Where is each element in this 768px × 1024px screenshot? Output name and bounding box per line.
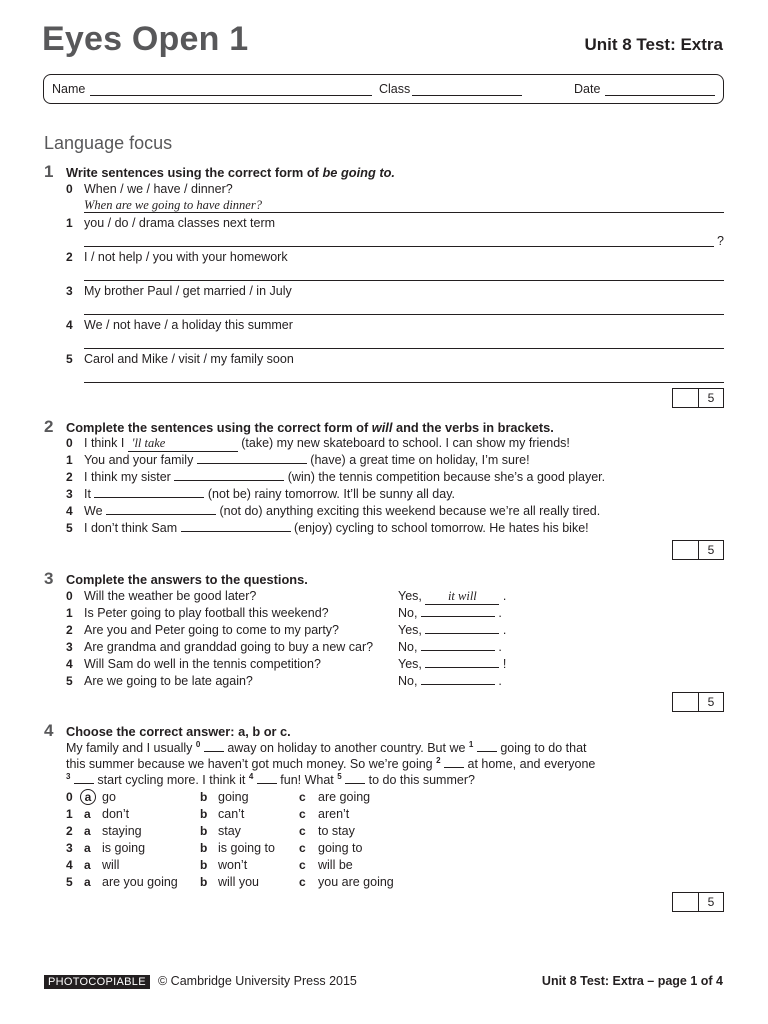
q3-item-reply: [398, 589, 506, 605]
q3-item-number: 4: [66, 657, 73, 671]
q2-item-gap[interactable]: 'll take: [128, 436, 238, 452]
q1-item-number: 4: [66, 318, 73, 332]
q3-item-number: 1: [66, 606, 73, 620]
q4-option-letter[interactable]: b: [200, 858, 208, 872]
q3-item-gap[interactable]: it will: [425, 589, 499, 605]
q3-item-reply-word: No,: [398, 606, 418, 620]
q3-item-number: 3: [66, 640, 73, 654]
q1-item-prompt: I / not help / you with your homework: [84, 250, 288, 264]
q2-item-number: 1: [66, 453, 73, 467]
q4-option-letter[interactable]: b: [200, 807, 208, 821]
q3-score-box: [672, 692, 724, 712]
q1-score-max: 5: [707, 391, 715, 405]
q2-item-pre: It: [84, 487, 95, 501]
page-indicator: Unit 8 Test: Extra – page 1 of 4: [541, 974, 723, 988]
q4-option-c[interactable]: to stay: [318, 824, 355, 838]
name-field[interactable]: [90, 95, 372, 96]
q3-item-reply: [398, 640, 502, 654]
q4-option-a[interactable]: will: [102, 858, 120, 872]
q2-item-number: 2: [66, 470, 73, 484]
q4-option-letter[interactable]: b: [200, 790, 208, 804]
q1-answer-line[interactable]: [84, 246, 714, 247]
q3-item-question: Are we going to be late again?: [84, 674, 253, 688]
q4-option-number: 3: [66, 841, 73, 855]
q2-score-box: [672, 540, 724, 560]
q3-number: 3: [44, 569, 54, 588]
q4-score-box: [672, 892, 724, 912]
q2-item-number: 3: [66, 487, 73, 501]
q4-option-letter[interactable]: a: [84, 824, 91, 838]
q4-gap-2: [444, 758, 464, 768]
q2-item-post: (not do) anything exciting this weekend because we’re all really tired.: [216, 504, 601, 518]
q3-item-question: Will Sam do well in the tennis competition?: [84, 657, 321, 671]
q3-item-gap[interactable]: [425, 667, 499, 668]
q3-item-reply-word: Yes,: [398, 657, 422, 671]
q4-option-letter[interactable]: a: [84, 841, 91, 855]
q2-item-post: (enjoy) cycling to school tomorrow. He hates his bike!: [290, 521, 589, 535]
q3-item-end: .: [498, 606, 502, 620]
q3-item-reply: [398, 623, 506, 637]
q3-item-end: .: [502, 623, 507, 637]
q2-item-sentence: [84, 504, 600, 518]
q4-gap-5: [345, 774, 365, 784]
q3-item-reply: [398, 674, 502, 688]
q4-option-letter[interactable]: c: [299, 875, 306, 889]
q1-answer-line[interactable]: [84, 348, 724, 349]
q4-option-letter[interactable]: a: [84, 858, 91, 872]
q4-option-letter[interactable]: c: [299, 841, 306, 855]
q2-item-gap[interactable]: [197, 463, 307, 464]
q1-answer-line[interactable]: [84, 382, 724, 383]
q1-score-input[interactable]: [673, 389, 699, 407]
q4-instruction: Choose the correct answer: a, b or c.: [66, 724, 291, 739]
q4-option-a[interactable]: staying: [102, 824, 142, 838]
q4-option-b[interactable]: will you: [218, 875, 259, 889]
q1-item-prompt: My brother Paul / get married / in July: [84, 284, 292, 298]
q3-item-question: Are you and Peter going to come to my party?: [84, 623, 339, 637]
q3-item-number: 5: [66, 674, 73, 688]
q1-answer-line[interactable]: [84, 280, 724, 281]
q3-item-gap[interactable]: [421, 684, 495, 685]
q2-instruction: Complete the sentences using the correct form of will and the verbs in brackets.: [66, 420, 554, 435]
q4-option-number: 5: [66, 875, 73, 889]
q3-item-number: 0: [66, 589, 73, 603]
student-info-box: [43, 74, 724, 104]
q3-item-number: 2: [66, 623, 73, 637]
q4-score-max: 5: [707, 895, 715, 909]
q1-item-prompt: We / not have / a holiday this summer: [84, 318, 293, 332]
q2-item-post: (not be) rainy tomorrow. It’ll be sunny all day.: [204, 487, 455, 501]
q2-score-input[interactable]: [673, 541, 699, 559]
q4-option-letter[interactable]: c: [299, 807, 306, 821]
q1-answer-line[interactable]: [84, 314, 724, 315]
q3-instruction: Complete the answers to the questions.: [66, 572, 308, 587]
q2-score-max: 5: [707, 543, 715, 557]
photocopiable-badge: PHOTOCOPIABLE: [44, 975, 150, 989]
q4-text-line-3: $^3$ start cycling more. I think it $^4$ fun! What $^5$ to do this summer?: [66, 771, 475, 787]
q2-item-sentence: [84, 487, 455, 501]
q4-option-c[interactable]: going to: [318, 841, 363, 855]
q3-score-input[interactable]: [673, 693, 699, 711]
q1-instruction: Write sentences using the correct form of be going to.: [66, 165, 395, 180]
q2-item-sentence: [84, 521, 589, 535]
q4-option-number: 1: [66, 807, 73, 821]
q4-option-c[interactable]: are going: [318, 790, 371, 804]
q1-item-answer[interactable]: When are we going to have dinner?: [84, 198, 262, 212]
q3-item-end: .: [502, 589, 507, 603]
q4-option-letter[interactable]: c: [299, 790, 306, 804]
q4-option-c[interactable]: will be: [318, 858, 353, 872]
q3-item-reply-word: Yes,: [398, 623, 422, 637]
q4-option-letter-circled[interactable]: [80, 789, 96, 805]
name-label: Name: [52, 82, 86, 96]
q4-option-b[interactable]: can’t: [218, 807, 245, 821]
section-title: Language focus: [44, 133, 173, 153]
q3-item-gap[interactable]: [425, 633, 499, 634]
q1-item-prompt: Carol and Mike / visit / my family soon: [84, 352, 294, 366]
q4-option-c[interactable]: you are going: [318, 875, 394, 889]
q3-item-question: Will the weather be good later?: [84, 589, 257, 603]
q4-option-letter[interactable]: b: [200, 875, 208, 889]
q1-item-number: 2: [66, 250, 73, 264]
q4-option-number: 0: [66, 790, 73, 804]
q2-item-number: 4: [66, 504, 73, 518]
q4-option-letter[interactable]: a: [84, 807, 91, 821]
q2-item-number: 0: [66, 436, 73, 450]
q1-item-number: 5: [66, 352, 73, 366]
selected-answer-circle: a: [80, 789, 96, 805]
q3-item-end: .: [498, 674, 502, 688]
q4-option-letter[interactable]: b: [200, 824, 208, 838]
q1-item-number: 0: [66, 182, 73, 196]
q4-option-c[interactable]: aren’t: [318, 807, 350, 821]
q2-item-gap[interactable]: [94, 497, 204, 498]
q3-item-reply-word: Yes,: [398, 589, 422, 603]
class-field[interactable]: [412, 95, 522, 96]
q4-option-b[interactable]: going: [218, 790, 249, 804]
q3-item-reply-word: No,: [398, 640, 418, 654]
unit-title: Unit 8 Test: Extra: [584, 35, 723, 54]
q4-text-line-1: My family and I usually $^0$ away on holiday to another country. But we $^1$ going to do that: [66, 739, 587, 755]
q2-item-post: (win) the tennis competition because she’s a good player.: [284, 470, 606, 484]
q3-item-end: !: [502, 657, 507, 671]
q2-item-sentence: [84, 453, 530, 467]
q4-option-a[interactable]: is going: [102, 841, 146, 855]
q4-option-a[interactable]: are you going: [102, 875, 178, 889]
brand-title: Eyes Open 1: [42, 20, 249, 58]
q4-gap-3: [74, 774, 94, 784]
q2-item-sentence: [84, 436, 570, 452]
q1-item-number: 3: [66, 284, 73, 298]
q4-score-input[interactable]: [673, 893, 699, 911]
q2-item-gap[interactable]: [181, 531, 291, 532]
q4-option-letter[interactable]: c: [299, 858, 306, 872]
q1-item-end-mark: ?: [717, 234, 724, 248]
q3-item-reply-word: No,: [398, 674, 418, 688]
q4-text-line-2: this summer because we haven’t got much money. So we’re going $^2$ at home, and everyone: [66, 755, 596, 771]
q4-option-b[interactable]: stay: [218, 824, 241, 838]
q4-option-a[interactable]: don’t: [102, 807, 130, 821]
q2-item-gap[interactable]: [106, 514, 216, 515]
q4-option-letter[interactable]: b: [200, 841, 208, 855]
copyright: © Cambridge University Press 2015: [158, 974, 357, 988]
q4-number: 4: [44, 721, 54, 740]
q2-item-pre: I don’t think Sam: [84, 521, 181, 535]
q4-option-letter[interactable]: a: [84, 875, 91, 889]
date-field[interactable]: [605, 95, 715, 96]
q2-item-pre: We: [84, 504, 106, 518]
date-label: Date: [574, 82, 601, 96]
q2-item-pre: I think my sister: [84, 470, 175, 484]
q1-item-prompt: When / we / have / dinner?: [84, 182, 233, 196]
q4-option-number: 2: [66, 824, 73, 838]
q4-option-letter[interactable]: c: [299, 824, 306, 838]
q2-item-pre: I think I: [84, 436, 128, 450]
q3-score-max: 5: [707, 695, 715, 709]
q3-item-reply: [398, 657, 506, 671]
q4-option-b[interactable]: is going to: [218, 841, 275, 855]
q1-item-number: 1: [66, 216, 73, 230]
q2-item-number: 5: [66, 521, 73, 535]
q3-item-question: Is Peter going to play football this weekend?: [84, 606, 329, 620]
q2-item-post: (take) my new skateboard to school. I can show my friends!: [237, 436, 570, 450]
q2-item-post: (have) a great time on holiday, I’m sure!: [306, 453, 530, 467]
q2-item-gap[interactable]: [174, 480, 284, 481]
q4-gap-0: [204, 742, 224, 752]
q3-item-end: .: [498, 640, 502, 654]
q1-score-box: [672, 388, 724, 408]
q4-gap-1: [477, 742, 497, 752]
q2-item-sentence: [84, 470, 605, 484]
q1-item-prompt: you / do / drama classes next term: [84, 216, 276, 230]
q2-number: 2: [44, 417, 54, 436]
q3-item-gap[interactable]: [421, 616, 495, 617]
q4-option-b[interactable]: won’t: [218, 858, 248, 872]
q3-item-gap[interactable]: [421, 650, 495, 651]
class-label: Class: [379, 82, 411, 96]
q4-option-number: 4: [66, 858, 73, 872]
q2-item-pre: You and your family: [84, 453, 197, 467]
q3-item-question: Are grandma and granddad going to buy a new car?: [84, 640, 374, 654]
q1-answer-line[interactable]: [84, 212, 724, 213]
q1-number: 1: [44, 162, 54, 181]
q4-option-a[interactable]: go: [102, 790, 116, 804]
q4-gap-4: [257, 774, 277, 784]
q3-item-reply: [398, 606, 502, 620]
